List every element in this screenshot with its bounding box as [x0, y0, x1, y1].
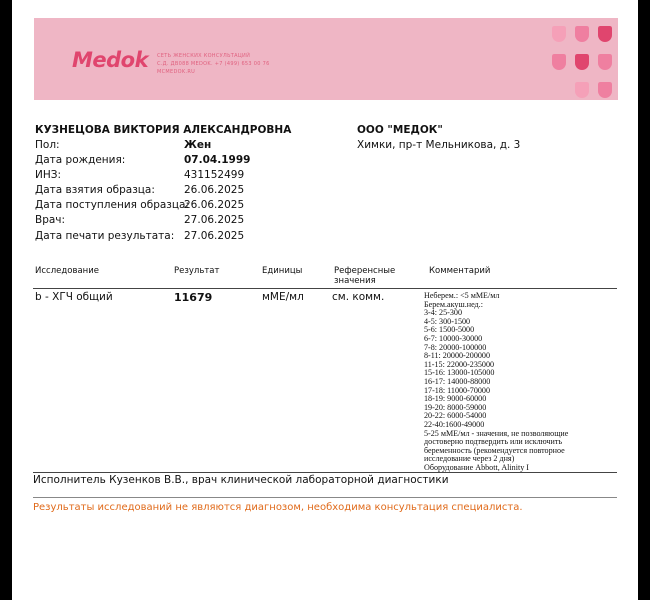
- decor-shield-icon: [598, 54, 612, 70]
- print-date-label: Дата печати результата:: [35, 230, 175, 242]
- lab-name: ООО "МЕДОК": [357, 124, 443, 136]
- sample-received-value: 26.06.2025: [184, 199, 245, 211]
- col-header-reference: Референсные значения: [334, 266, 396, 286]
- comment-line: 18-19: 9000-60000: [424, 394, 487, 404]
- print-date-value: 27.06.2025: [184, 230, 245, 242]
- patient-name: КУЗНЕЦОВА ВИКТОРИЯ АЛЕКСАНДРОВНА: [35, 124, 292, 136]
- result-units: мМЕ/мл: [262, 291, 304, 303]
- comment-line: 3-4: 25-300: [424, 308, 462, 318]
- comment-line: 5-6: 1500-5000: [424, 325, 475, 335]
- decor-shield-icon: [598, 82, 612, 98]
- doctor-label: Врач:: [35, 214, 66, 226]
- doctor-value: 27.06.2025: [184, 214, 245, 226]
- comment-line: 15-16: 13000-105000: [424, 368, 495, 378]
- comment-line: Неберем.: <5 мМЕ/мл: [424, 291, 500, 300]
- inz-value: 431152499: [184, 169, 245, 181]
- comment-line: 7-8: 20000-100000: [424, 342, 487, 352]
- table-bottom-divider: [33, 472, 617, 473]
- table-header-divider: [33, 288, 617, 289]
- inz-label: ИНЗ:: [35, 169, 62, 181]
- comment-line: 11-15: 22000-235000: [424, 359, 495, 369]
- comment-block: [424, 292, 614, 472]
- decor-shield-icon: [552, 26, 566, 42]
- decor-shield-icon: [575, 54, 589, 70]
- sex-value: Жен: [184, 139, 212, 151]
- comment-line: 16-17: 14000-88000: [424, 376, 491, 386]
- decor-shield-icon: [575, 82, 589, 98]
- comment-line: 20-22: 6000-54000: [424, 411, 487, 421]
- header-banner: [34, 18, 618, 100]
- comment-line: 6-7: 10000-30000: [424, 333, 483, 343]
- comment-line: Берем.акуш.нед.:: [424, 299, 483, 309]
- decor-shield-icon: [575, 26, 589, 42]
- comment-line: 4-5: 300-1500: [424, 316, 471, 326]
- comment-line: 17-18: 11000-70000: [424, 385, 491, 395]
- col-header-comment: Комментарий: [429, 266, 491, 276]
- comment-line: достоверно подтвердить или исключить: [424, 437, 563, 447]
- col-header-study: Исследование: [35, 266, 99, 276]
- comment-line: 8-11: 20000-200000: [424, 351, 491, 361]
- decor-shield-icon: [552, 54, 566, 70]
- comment-line: беременность (рекомендуется повторное: [424, 445, 565, 455]
- col-header-result: Результат: [174, 266, 220, 276]
- study-name: b - ХГЧ общий: [35, 291, 113, 303]
- birthdate-value: 07.04.1999: [184, 154, 251, 166]
- reference-value: см. комм.: [332, 291, 385, 303]
- footer-divider: [33, 497, 617, 498]
- comment-line: 5-25 мМЕ/мл - значения, не позволяющие: [424, 428, 569, 438]
- report-page: [12, 0, 638, 600]
- header-tagline: СЕТЬ ЖЕНСКИХ КОНСУЛЬТАЦИЙ С.Д. ДВ088 MEDOK. +7 (499) 653 00 76 MCMEDOK.RU: [157, 53, 270, 75]
- comment-line: Оборудование Abbott, Alinity I: [424, 462, 529, 472]
- comment-line: 19-20: 8000-59000: [424, 402, 487, 412]
- decor-shield-icon: [598, 26, 612, 42]
- sample-taken-value: 26.06.2025: [184, 184, 245, 196]
- disclaimer-text: Результаты исследований не являются диагнозом, необходима консультация специалиста.: [33, 502, 523, 513]
- medok-logo: Medok: [72, 48, 149, 72]
- col-header-units: Единицы: [262, 266, 303, 276]
- sex-label: Пол:: [35, 139, 60, 151]
- sample-received-label: Дата поступления образца:: [35, 199, 189, 211]
- scrollbar[interactable]: [640, 0, 648, 600]
- lab-address: Химки, пр-т Мельникова, д. 3: [357, 139, 521, 151]
- executor-line: Исполнитель Кузенков В.В., врач клинической лабораторной диагностики: [33, 474, 449, 486]
- comment-line: исследование через 2 дня): [424, 454, 515, 464]
- result-value: 11679: [174, 291, 213, 304]
- birthdate-label: Дата рождения:: [35, 154, 126, 166]
- comment-line: 22-40:1600-49000: [424, 419, 485, 429]
- sample-taken-label: Дата взятия образца:: [35, 184, 155, 196]
